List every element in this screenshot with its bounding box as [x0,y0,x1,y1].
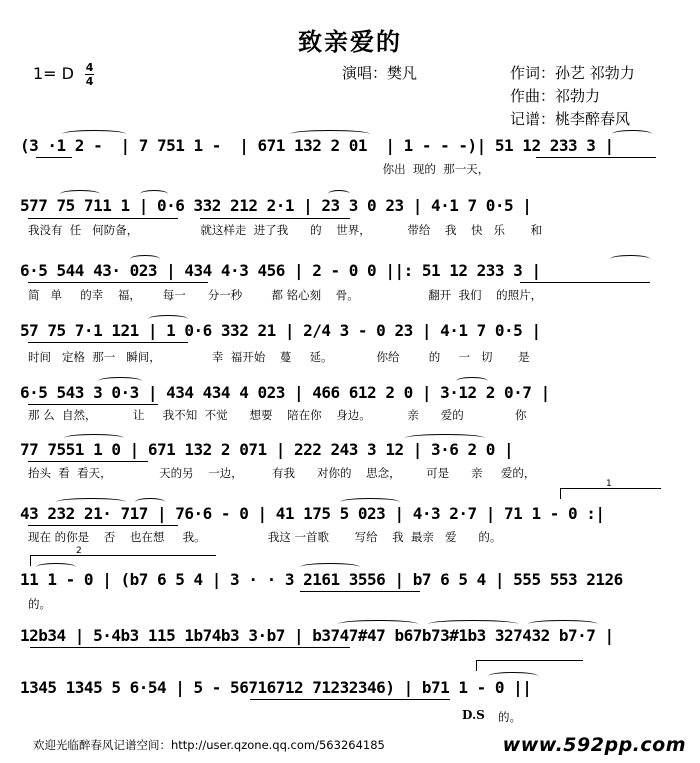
slur [56,498,126,506]
slur [62,130,126,138]
credits [510,62,635,131]
lyricist-credit: 作词：孙艺 祁勃力 [510,64,635,82]
time-top: 4 [85,61,94,74]
notation-row-7: 43 232 21· 717 | 76·6 - 0 | 41 175 5 023 | 4·3 2·7 | 71 1 - 0 :| [20,504,605,523]
volta-number-1: 1 [606,479,612,489]
notation-row-3: 6·5 544 43· 023 | 434 4·3 456 | 2 - 0 0 ||: 51 12 233 3 | [20,261,541,280]
ds-mark: D.S [462,708,485,722]
notation-row-6: 77 7551 1 0 | 671 132 2 071 | 222 243 3 12 | 3·6 2 0 | [20,440,514,459]
slur [140,190,168,198]
slur [428,620,518,628]
slur [340,498,400,506]
beam-underline [250,699,450,700]
lyric-row-4: 时间 定格 那一 瞬间， 幸 福开始 蔓 延。 你给 的 一 切 是 [28,350,530,364]
beam-underline [28,525,178,526]
slur [98,377,142,385]
volta-number-2: 2 [76,546,82,556]
slur [610,255,650,263]
singer-credit: 演唱：樊凡 [342,64,418,82]
slur [148,315,188,323]
time-signature [85,62,94,87]
slur [60,190,100,198]
notation-row-4: 57 75 7·1 121 | 1 0·6 332 21 | 2/4 3 - 0 23 | 4·1 7 0·5 | [20,321,541,340]
ds-lyric: 的。 [498,710,521,724]
beam-underline [536,157,656,158]
lyric-row-1: 你出 现的 那一天， [28,162,490,176]
lyric-row-3: 简 单 的幸 福， 每一 分一秒 都 铭心刻 骨。 翻开 我们 的照片， [28,288,543,302]
volta-bracket-1 [560,488,661,499]
slur [488,672,538,680]
beam-underline [36,157,72,158]
song-title: 致亲爱的 [298,27,402,56]
volta-bracket-3 [476,660,583,671]
lyric-row-8: 的。 [28,597,51,611]
site-watermark: www.592pp.com [502,734,686,756]
time-bottom: 4 [85,75,94,88]
notation-row-1: (3 ·1 2 - | 7 751 1 - | 671 132 2 01 | 1 - - -)| 51 12 233 3 | [20,136,614,155]
volta-bracket-2 [30,555,216,566]
notation-row-8: 11 1 - 0 | (b7 6 5 4 | 3 · · 3 2161 3556 | b7 6 5 4 | 555 553 2126 [20,570,623,589]
slur [64,434,124,442]
key-label: 1= D [33,64,74,83]
beam-underline [200,218,350,219]
beam-underline [30,647,350,648]
beam-underline [28,342,188,343]
transcriber-credit: 记谱：桃李醉春风 [510,110,631,128]
lyric-row-7: 现在 的你是 否 也在想 我。 我这 一首歌 写给 我 最亲 爱 的。 [28,530,502,544]
slur [135,498,165,506]
slur [130,255,160,263]
lyric-row-6: 抬头 看 看天， 天的另 一边， 有我 对你的 思念， 可是 亲 爱的， [28,466,536,480]
slur [456,377,488,385]
slur [338,620,418,628]
notation-row-10: 1345 1345 5 6·54 | 5 - 56716712 71232346) | b71 1 - 0 || [20,678,532,697]
slur [528,620,598,628]
beam-underline [28,218,178,219]
lyric-row-5: 那 么 自然， 让 我不知 不觉 想要 陪在你 身边。 亲 爱的 你 [28,408,527,422]
beam-underline [28,404,158,405]
slur [328,190,350,198]
slur [300,563,360,571]
beam-underline [28,461,148,462]
notation-row-5: 6·5 543 3 0·3 | 434 434 4 023 | 466 612 2 0 | 3·12 2 0·7 | [20,383,550,402]
slur [405,434,485,442]
composer-credit: 作曲：祁勃力 [510,87,601,105]
notation-row-2: 577 75 711 1 | 0·6 332 212 2·1 | 23 3 0 23 | 4·1 7 0·5 | [20,196,532,215]
beam-underline [28,282,208,283]
key-signature [33,62,94,87]
notation-row-9: 12b34 | 5·4b3 115 1b74b3 3·b7 | b3747#47 b67b73#1b3 327432 b7·7 | [20,626,614,645]
beam-underline [300,591,420,592]
slur [290,130,370,138]
beam-underline [520,282,650,283]
slur [612,130,652,138]
footer-text: 欢迎光临醉春风记谱空间：http://user.qzone.qq.com/563264185 [33,738,385,752]
lyric-row-2: 我没有 任 何防备， 就这样走 进了我 的 世界， 带给 我 快 乐 和 [28,223,543,237]
